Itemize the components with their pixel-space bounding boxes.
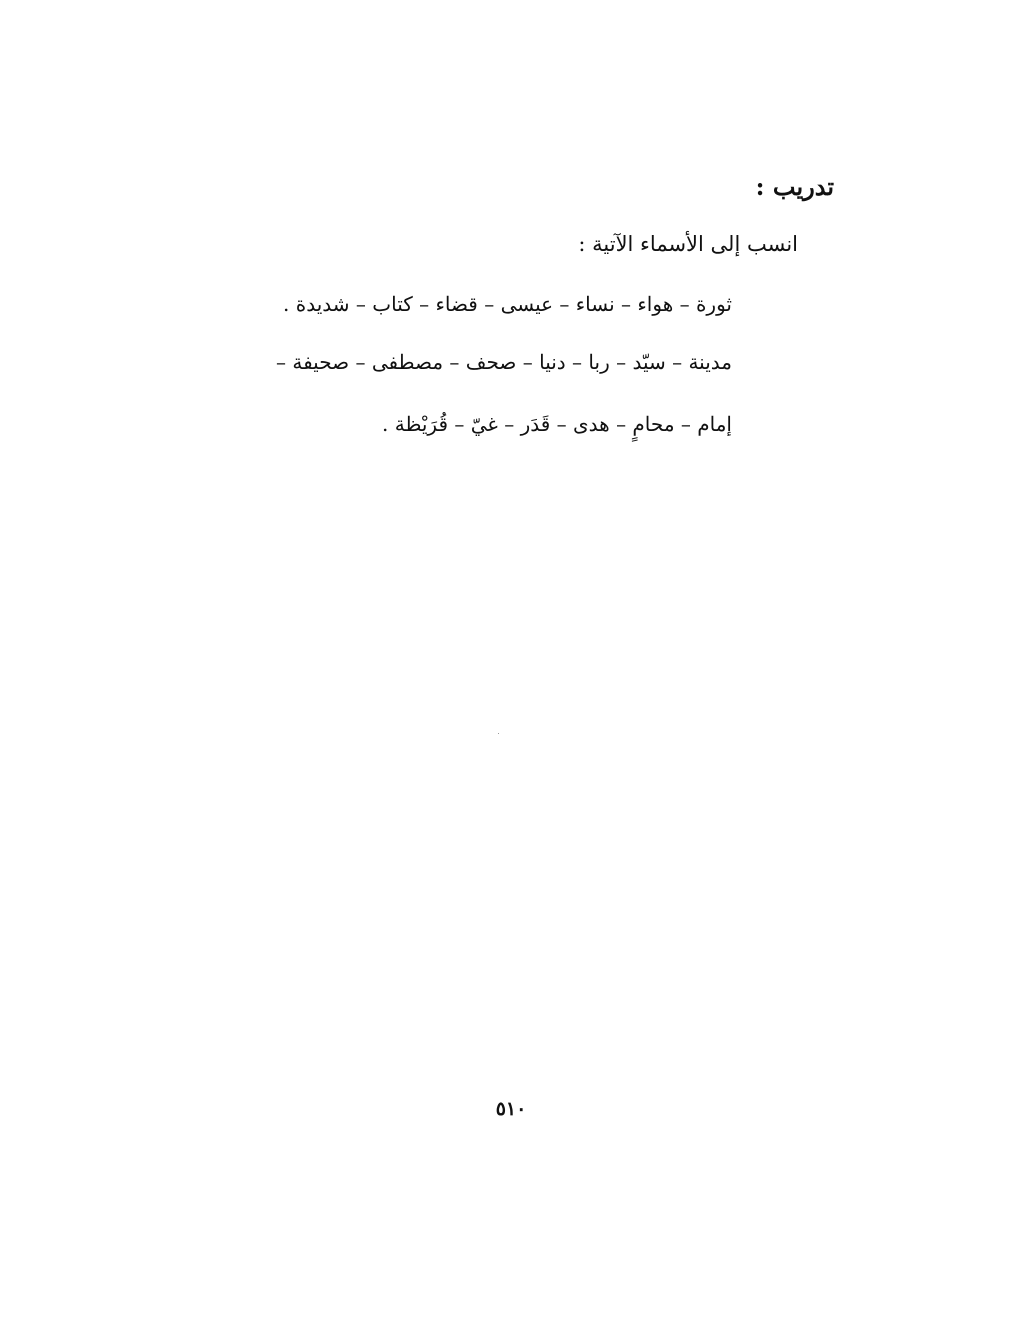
word-list-line: ثورة – هواء – نساء – عيسى – قضاء – كتاب – شديدة . [283,292,732,316]
exercise-instruction: انسب إلى الأسماء الآتية : [578,232,798,256]
page-number: ٥١٠ [495,1098,527,1120]
exercise-heading: تدريب : [755,172,834,201]
scan-speck [498,733,499,734]
word-list-line: إمام – محامٍ – هدى – قَدَر – غيّ – قُرَيْظة . [382,412,732,436]
word-list-line: مدينة – سيّد – ربا – دنيا – صحف – مصطفى – صحيفة – [275,350,732,374]
